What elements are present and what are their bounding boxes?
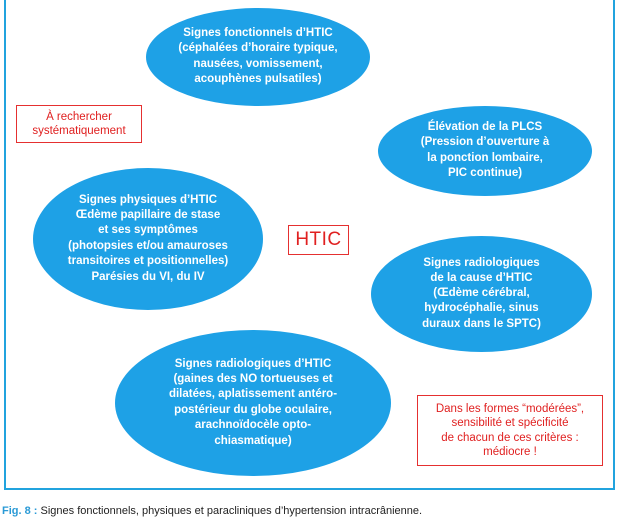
- ellipse-body: (Pression d’ouverture à la ponction lombaire, PIC continue): [420, 136, 550, 180]
- ellipse-body: Œdème papillaire de stase et ses symptômes (photopsies et/ou amauroses transitoires et positionnelles) Parésies du VI, du IV: [67, 208, 229, 283]
- figure-caption: [2, 505, 422, 517]
- ellipse-body: (gaines des NO tortueuses et dilatées, aplatissement antéro- postérieur du globe oculaire, arachnoïdocèle opto- chiasmatique): [168, 372, 338, 447]
- ellipse-signes-physiques: [33, 168, 263, 310]
- ellipse-title: Signes radiologiques de la cause d’HTIC: [423, 256, 540, 284]
- center-label: HTIC: [295, 229, 342, 250]
- ellipse-signes-fonctionnels: [146, 8, 370, 106]
- ellipse-body: (Œdème cérébral, hydrocéphalie, sinus duraux dans le SPTC): [422, 286, 541, 330]
- ellipse-title: Signes fonctionnels d’HTIC: [183, 27, 333, 40]
- ellipse-elevation-plcs: [378, 106, 592, 196]
- note-text: À rechercher systématiquement: [32, 110, 126, 137]
- note-systematique: [16, 105, 142, 143]
- ellipse-title: Signes physiques d’HTIC: [78, 193, 218, 206]
- center-htic-box: [288, 225, 349, 255]
- ellipse-radiologiques-htic: [115, 330, 391, 476]
- ellipse-title: Signes radiologiques d’HTIC: [174, 357, 332, 370]
- caption-text: Signes fonctionnels, physiques et paracliniques d’hypertension intracrânienne.: [37, 505, 423, 517]
- figure-label: Fig. 8 :: [2, 505, 38, 517]
- note-text: Dans les formes “modérées”, sensibilité et spécificité de chacun de ces critères : médiocre !: [435, 402, 585, 458]
- ellipse-body: (céphalées d’horaire typique, nausées, vomissement, acouphènes pulsatiles): [178, 42, 338, 86]
- ellipse-title: Élévation de la PLCS: [427, 121, 543, 134]
- ellipse-radiologiques-cause: [371, 236, 592, 352]
- note-formes-moderees: [417, 395, 603, 466]
